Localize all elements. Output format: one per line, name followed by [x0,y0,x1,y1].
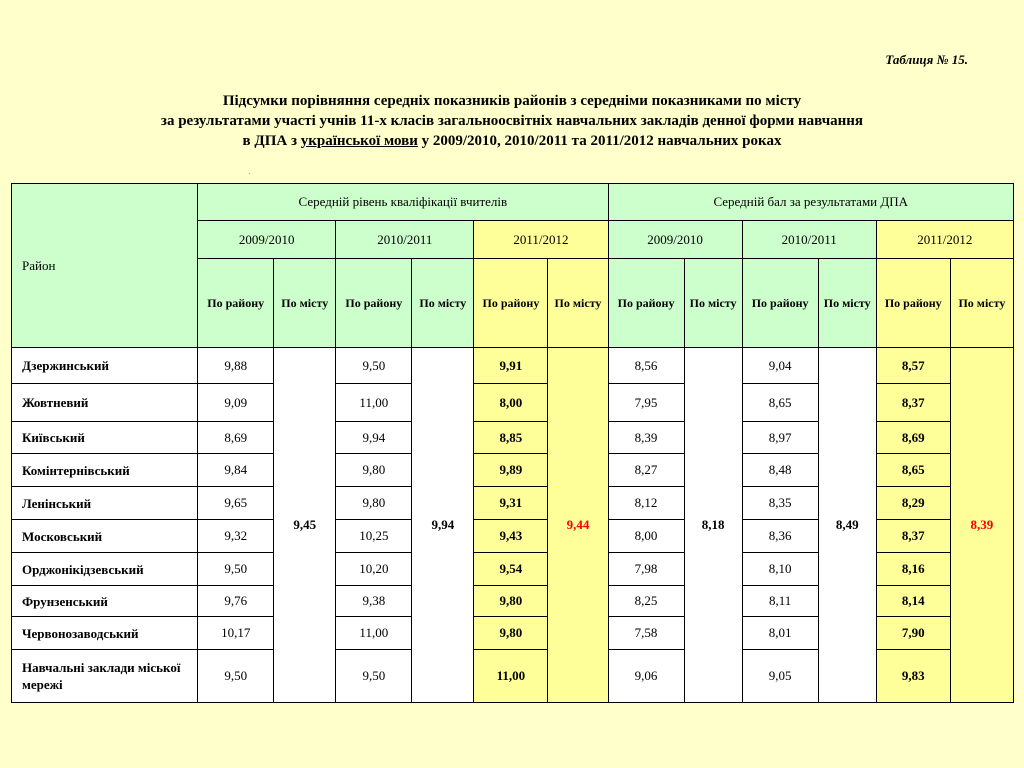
subheader-city: По місту [818,259,876,348]
subheader-district: По району [198,259,274,348]
cell-teachers-2009: 10,17 [198,617,274,650]
district-name: Орджонікідзевський [12,553,198,586]
cell-dpa-2009: 8,25 [608,586,684,617]
comparison-table [11,183,1014,703]
subheader-district: По району [608,259,684,348]
title-line-3-prefix: в ДПА з [242,133,301,149]
cell-dpa-2011: 8,69 [876,422,950,454]
cell-dpa-2010: 8,10 [742,553,818,586]
cell-teachers-2011: 9,54 [474,553,548,586]
city-dpa-2011: 8,39 [950,348,1013,703]
cell-dpa-2009: 8,39 [608,422,684,454]
cell-dpa-2009: 7,95 [608,384,684,422]
subheader-city: По місту [412,259,474,348]
cell-dpa-2011: 8,57 [876,348,950,384]
title-line-2: за результатами участі учнів 11-х класів загальноосвітніх навчальних закладів денної форми навчання [160,113,864,129]
district-name: Комінтернівський [12,454,198,487]
year-header-teachers-2011: 2011/2012 [474,221,608,259]
subheader-city: По місту [548,259,608,348]
cell-dpa-2011: 8,16 [876,553,950,586]
district-name: Жовтневий [12,384,198,422]
cell-dpa-2011: 8,14 [876,586,950,617]
cell-teachers-2010: 11,00 [336,617,412,650]
city-teachers-2010: 9,94 [412,348,474,703]
cell-teachers-2009: 9,09 [198,384,274,422]
cell-dpa-2011: 8,37 [876,384,950,422]
cell-teachers-2009: 9,76 [198,586,274,617]
year-header-dpa-2010: 2010/2011 [742,221,876,259]
subheader-city: По місту [950,259,1013,348]
cell-teachers-2009: 8,69 [198,422,274,454]
cell-teachers-2009: 9,88 [198,348,274,384]
table-number: Таблиця № 15. [885,52,968,67]
cell-teachers-2010: 9,80 [336,487,412,520]
subheader-city: По місту [274,259,336,348]
cell-teachers-2010: 11,00 [336,384,412,422]
cell-dpa-2010: 8,48 [742,454,818,487]
cell-dpa-2010: 9,04 [742,348,818,384]
cell-dpa-2010: 8,97 [742,422,818,454]
cell-dpa-2011: 7,90 [876,617,950,650]
cell-teachers-2010: 9,50 [336,348,412,384]
title-line-3 [0,131,1024,151]
cell-dpa-2011: 8,65 [876,454,950,487]
year-header-dpa-2009: 2009/2010 [608,221,742,259]
cell-teachers-2011: 9,31 [474,487,548,520]
group-header-dpa: Середній бал за результатами ДПА [608,184,1014,221]
city-teachers-2011: 9,44 [548,348,608,703]
cell-teachers-2009: 9,32 [198,520,274,553]
cell-dpa-2010: 8,01 [742,617,818,650]
district-name: Дзержинський [12,348,198,384]
cell-teachers-2011: 8,00 [474,384,548,422]
subheader-district: По району [474,259,548,348]
cell-dpa-2009: 7,58 [608,617,684,650]
year-header-teachers-2010: 2010/2011 [336,221,474,259]
table-row [12,348,1014,384]
cell-dpa-2010: 8,36 [742,520,818,553]
city-teachers-2009: 9,45 [274,348,336,703]
cell-dpa-2009: 8,12 [608,487,684,520]
city-dpa-2010: 8,49 [818,348,876,703]
subheader-district: По району [742,259,818,348]
cell-teachers-2011: 9,80 [474,617,548,650]
page-title [0,91,1024,151]
cell-teachers-2010: 10,20 [336,553,412,586]
cell-dpa-2011: 9,83 [876,650,950,703]
year-header-teachers-2009: 2009/2010 [198,221,336,259]
district-name: Фрунзенський [12,586,198,617]
cell-teachers-2009: 9,50 [198,650,274,703]
cell-teachers-2010: 9,38 [336,586,412,617]
title-subject: української мови [300,133,418,149]
title-line-3-suffix: у 2009/2010, 2010/2011 та 2011/2012 навчальних роках [417,133,782,149]
title-line-1: Підсумки порівняння середніх показників районів з середніми показниками по місту [222,93,802,109]
subheader-district: По району [336,259,412,348]
subheader-district: По району [876,259,950,348]
cell-dpa-2010: 9,05 [742,650,818,703]
cell-teachers-2011: 9,80 [474,586,548,617]
district-name: Червонозаводський [12,617,198,650]
cell-teachers-2011: 9,89 [474,454,548,487]
cell-teachers-2010: 9,50 [336,650,412,703]
district-name: Навчальні заклади міської мережі [12,650,198,703]
cell-dpa-2009: 8,00 [608,520,684,553]
cell-teachers-2011: 9,43 [474,520,548,553]
decorative-dot: . [249,170,251,176]
district-name: Московський [12,520,198,553]
cell-dpa-2009: 8,27 [608,454,684,487]
district-name: Київський [12,422,198,454]
cell-teachers-2009: 9,84 [198,454,274,487]
cell-teachers-2009: 9,65 [198,487,274,520]
cell-teachers-2010: 9,80 [336,454,412,487]
year-header-dpa-2011: 2011/2012 [876,221,1013,259]
cell-dpa-2011: 8,29 [876,487,950,520]
group-header-teachers: Середній рівень кваліфікації вчителів [198,184,608,221]
cell-dpa-2010: 8,35 [742,487,818,520]
cell-teachers-2009: 9,50 [198,553,274,586]
cell-dpa-2009: 7,98 [608,553,684,586]
city-dpa-2009: 8,18 [684,348,742,703]
cell-teachers-2011: 9,91 [474,348,548,384]
cell-dpa-2010: 8,11 [742,586,818,617]
cell-teachers-2011: 8,85 [474,422,548,454]
cell-dpa-2009: 8,56 [608,348,684,384]
cell-dpa-2009: 9,06 [608,650,684,703]
cell-teachers-2010: 10,25 [336,520,412,553]
cell-teachers-2011: 11,00 [474,650,548,703]
district-name: Ленінський [12,487,198,520]
column-header-district: Район [12,184,198,348]
cell-dpa-2011: 8,37 [876,520,950,553]
cell-teachers-2010: 9,94 [336,422,412,454]
subheader-city: По місту [684,259,742,348]
cell-dpa-2010: 8,65 [742,384,818,422]
